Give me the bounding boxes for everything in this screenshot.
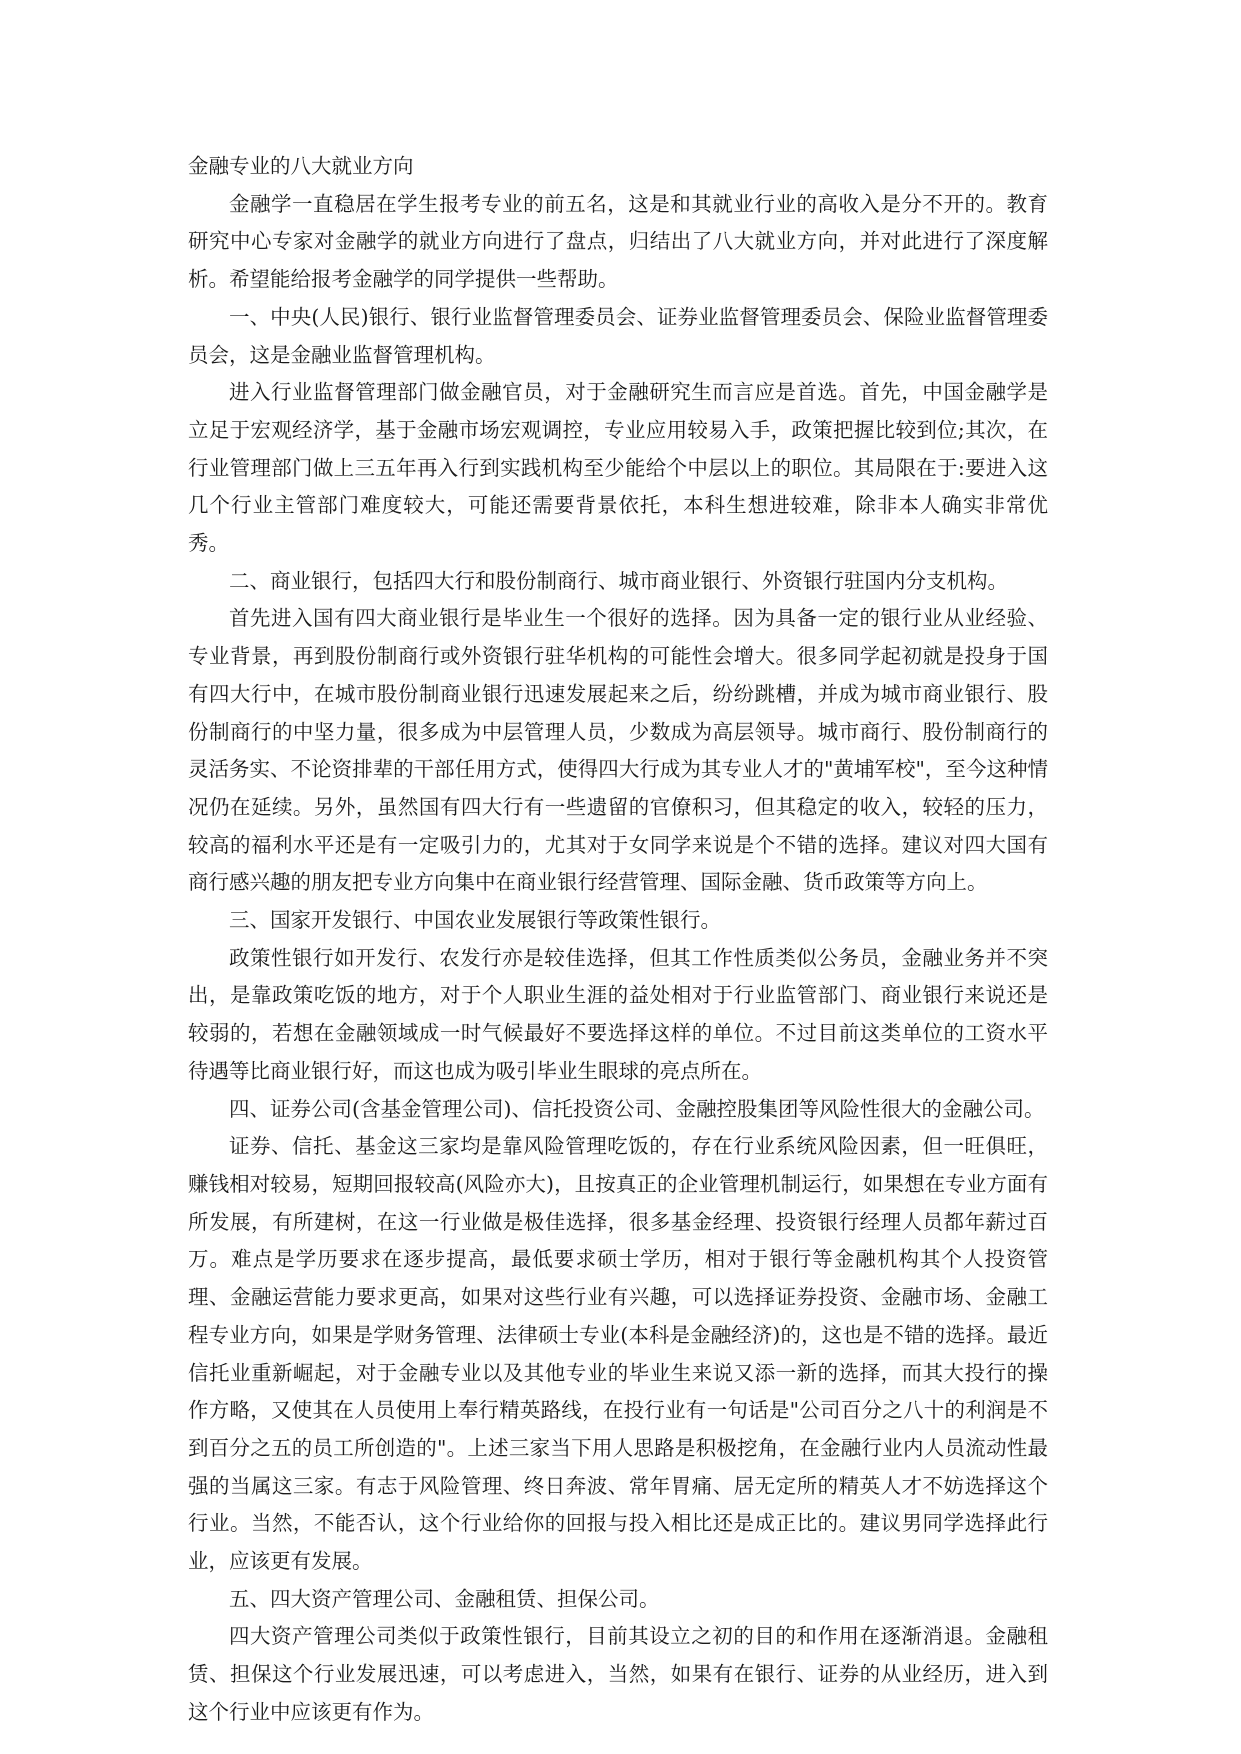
section-body-2: 首先进入国有四大商业银行是毕业生一个很好的选择。因为具备一定的银行业从业经验、专业背景，再到股份制商行或外资银行驻华机构的可能性会增大。很多同学起初就是投身于国有四大行中，在城市股份制商业银行迅速发展起来之后，纷纷跳槽，并成为城市商业银行、股份制商行的中坚力量，很多成为中层管理人员，少数成为高层领导。城市商行、股份制商行的灵活务实、不论资排辈的干部任用方式，使得四大行成为其专业人才的"黄埔军校"，至今这种情况仍在延续。另外，虽然国有四大行有一些遗留的官僚积习，但其稳定的收入，较轻的压力，较高的福利水平还是有一定吸引力的，尤其对于女同学来说是个不错的选择。建议对四大国有商行感兴趣的朋友把专业方向集中在商业银行经营管理、国际金融、货币政策等方向上。: [188, 606, 1048, 895]
section-body-4: 证券、信托、基金这三家均是靠风险管理吃饭的，存在行业系统风险因素，但一旺俱旺，赚钱相对较易，短期回报较高(风险亦大)，且按真正的企业管理机制运行，如果想在专业方面有所发展，有所建树，在这一行业做是极佳选择，很多基金经理、投资银行经理人员都年薪过百万。难点是学历要求在逐步提高，最低要求硕士学历，相对于银行等金融机构其个人投资管理、金融运营能力要求更高，如果对这些行业有兴趣，可以选择证券投资、金融市场、金融工程专业方向，如果是学财务管理、法律硕士专业(本科是金融经济)的，这也是不错的选择。最近信托业重新崛起，对于金融专业以及其他专业的毕业生来说又添一新的选择，而其大投行的操作方略，又使其在人员使用上奉行精英路线，在投行业有一句话是"公司百分之八十的利润是不到百分之五的员工所创造的"。上述三家当下用人思路是积极挖角，在金融行业内人员流动性最强的当属这三家。有志于风险管理、终日奔波、常年胃痛、居无定所的精英人才不妨选择这个行业。当然，不能否认，这个行业给你的回报与投入相比还是成正比的。建议男同学选择此行业，应该更有发展。: [188, 1134, 1048, 1574]
section-heading-5: 五、四大资产管理公司、金融租赁、担保公司。: [229, 1586, 660, 1611]
section-body-3: 政策性银行如开发行、农发行亦是较佳选择，但其工作性质类似公务员，金融业务并不突出，是靠政策吃饭的地方，对于个人职业生涯的益处相对于行业监管部门、商业银行来说还是较弱的，若想在金融领域成一时气候最好不要选择这样的单位。不过目前这类单位的工资水平待遇等比商业银行好，而这也成为吸引毕业生眼球的亮点所在。: [188, 945, 1048, 1083]
section-heading-1: 一、中央(人民)银行、银行业监督管理委员会、证券业监督管理委员会、保险业监督管理委员会，这是金融业监督管理机构。: [188, 304, 1048, 367]
document-title: 金融专业的八大就业方向: [188, 154, 414, 178]
section-heading-4: 四、证券公司(含基金管理公司)、信托投资公司、金融控股集团等风险性很大的金融公司。: [229, 1096, 1045, 1121]
paragraph-intro: 金融学一直稳居在学生报考专业的前五名，这是和其就业行业的高收入是分不开的。教育研究中心专家对金融学的就业方向进行了盘点，归结出了八大就业方向，并对此进行了深度解析。希望能给报考金融学的同学提供一些帮助。: [188, 191, 1048, 292]
document-page: [188, 148, 1048, 1732]
section-heading-3: 三、国家开发银行、中国农业发展银行等政策性银行。: [229, 908, 721, 933]
section-body-5: 四大资产管理公司类似于政策性银行，目前其设立之初的目的和作用在逐渐消退。金融租赁、担保这个行业发展迅速，可以考虑进入，当然，如果有在银行、证券的从业经历，进入到这个行业中应该更有作为。: [188, 1624, 1048, 1724]
section-body-1: 进入行业监督管理部门做金融官员，对于金融研究生而言应是首选。首先，中国金融学是立足于宏观经济学，基于金融市场宏观调控，专业应用较易入手，政策把握比较到位;其次，在行业管理部门做上三五年再入行到实践机构至少能给个中层以上的职位。其局限在于:要进入这几个行业主管部门难度较大，可能还需要背景依托，本科生想进较难，除非本人确实非常优秀。: [188, 380, 1048, 556]
section-heading-2: 二、商业银行，包括四大行和股份制商行、城市商业银行、外资银行驻国内分支机构。: [229, 568, 1008, 593]
